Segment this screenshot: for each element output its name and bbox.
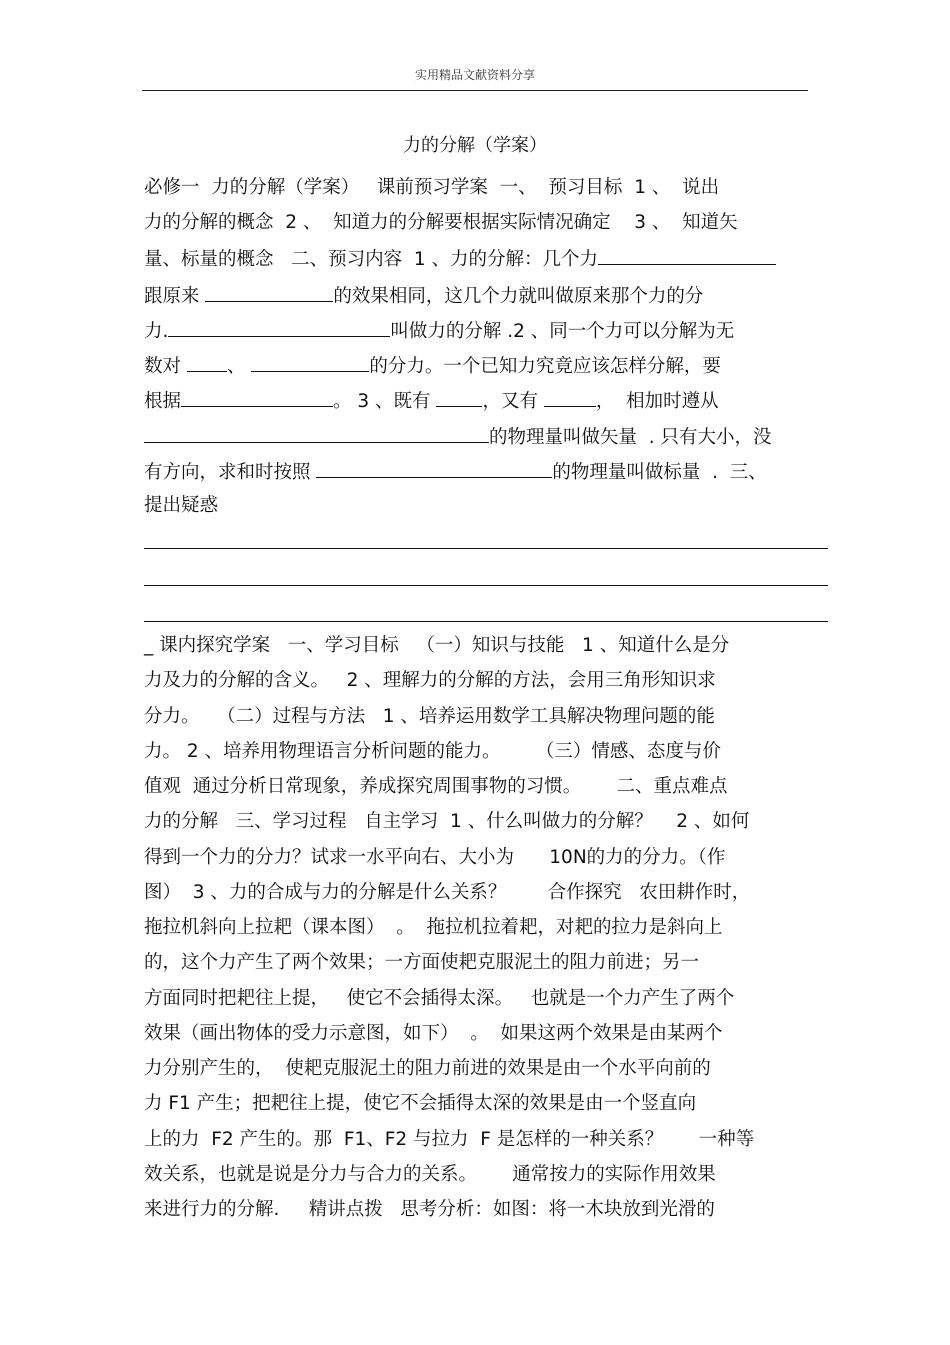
page-header: 实用精品文献资料分享: [414, 68, 535, 82]
text-segment: 有方向，求和时按照: [144, 462, 311, 483]
text-line: 上的力 F2 产生的。那 F1、F2 与拉力 F 是怎样的一种关系？ 一种等: [144, 1129, 755, 1150]
text-segment: 的物理量叫做矢量 . 只有大小，没: [489, 427, 772, 448]
text-segment: 叫做力的分解 .2 、同一个力可以分解为无: [390, 321, 735, 342]
text-line: 方面同时把耙往上提， 使它不会插得太深。 也就是一个力产生了两个: [144, 988, 735, 1009]
text-segment: 量、标量的概念 二、预习内容 1 、力的分解：几个力: [144, 249, 599, 270]
fill-blank[interactable]: [436, 388, 482, 407]
text-line: 得到一个力的分力？试求一水平向右、大小为 10N的力的分力。（作: [144, 847, 726, 868]
text-line: 拖拉机斜向上拉耙（课本图） 。 拖拉机拉着耙，对耙的拉力是斜向上: [144, 917, 723, 938]
fill-blank[interactable]: [144, 424, 489, 443]
fill-blank[interactable]: [251, 353, 369, 372]
text-line: 来进行力的分解. 精讲点拨 思考分析：如图：将一木块放到光滑的: [144, 1199, 715, 1220]
text-line: _ 课内探究学案 一、学习目标 （一）知识与技能 1 、知道什么是分: [144, 635, 730, 656]
fill-blank[interactable]: [598, 246, 776, 265]
text-line: 图） 3 、力的合成与力的分解是什么关系？ 合作探究 农田耕作时，: [144, 882, 751, 903]
header-divider: [142, 90, 808, 91]
text-line: [144, 318, 734, 344]
text-segment: 、: [226, 356, 246, 377]
fill-blank[interactable]: [181, 388, 333, 407]
text-line: 力。 2 、培养用物理语言分析问题的能力。 （三）情感、态度与价: [144, 741, 721, 762]
text-line: 的，这个力产生了两个效果；一方面使耙克服泥土的阻力前进；另一: [144, 952, 700, 973]
fill-blank[interactable]: [205, 283, 333, 302]
text-line: 提出疑惑: [144, 495, 219, 516]
fill-blank[interactable]: [544, 388, 596, 407]
text-segment: ， 相加时遵从: [595, 391, 719, 412]
text-line: 力分别产生的， 使耙克服泥土的阻力前进的效果是由一个水平向前的: [144, 1058, 711, 1079]
answer-line[interactable]: [144, 548, 828, 549]
text-segment: 。 3 、既有: [333, 391, 431, 412]
text-line: [144, 388, 719, 414]
fill-blank[interactable]: [168, 318, 390, 337]
text-line: 力 F1 产生；把耙往上提，使它不会插得太深的效果是由一个竖直向: [144, 1093, 697, 1114]
text-segment: 数对: [144, 356, 182, 377]
answer-line[interactable]: [144, 621, 828, 622]
text-segment: ，又有: [482, 391, 538, 412]
answer-line[interactable]: [144, 585, 828, 586]
fill-blank[interactable]: [187, 353, 227, 372]
text-segment: 的物理量叫做标量 . 三、: [552, 462, 767, 483]
text-line: 力的分解的概念 2 、 知道力的分解要根据实际情况确定 3 、 知道矢: [144, 212, 738, 233]
text-line: [144, 459, 767, 485]
text-segment: 的分力。一个已知力究竟应该怎样分解，要: [369, 356, 721, 377]
text-line: 力的分解 三、学习过程 自主学习 1 、什么叫做力的分解？ 2 、如何: [144, 811, 750, 832]
text-segment: 根据: [144, 391, 182, 412]
text-line: 必修一 力的分解（学案） 课前预习学案 一、 预习目标 1 、 说出: [144, 177, 720, 198]
text-line: 效果（画出物体的受力示意图，如下） 。 如果这两个效果是由某两个: [144, 1023, 723, 1044]
text-segment: 跟原来: [144, 286, 200, 307]
text-line: 效关系，也就是说是分力与合力的关系。 通常按力的实际作用效果: [144, 1164, 716, 1185]
text-line: [144, 283, 703, 309]
text-line: 分力。 （二）过程与方法 1 、培养运用数学工具解决物理问题的能: [144, 706, 715, 727]
fill-blank[interactable]: [316, 459, 552, 478]
text-segment: 力.: [144, 321, 169, 342]
document-title: 力的分解（学案）: [403, 135, 547, 156]
text-segment: 的效果相同，这几个力就叫做原来那个力的分: [333, 286, 704, 307]
text-line: [144, 246, 776, 272]
text-line: [144, 424, 772, 450]
text-line: 值观 通过分析日常现象，养成探究周围事物的习惯。 二、重点难点: [144, 776, 728, 797]
text-line: [144, 353, 721, 379]
text-line: 力及力的分解的含义。 2 、理解力的分解的方法，会用三角形知识求: [144, 670, 716, 691]
